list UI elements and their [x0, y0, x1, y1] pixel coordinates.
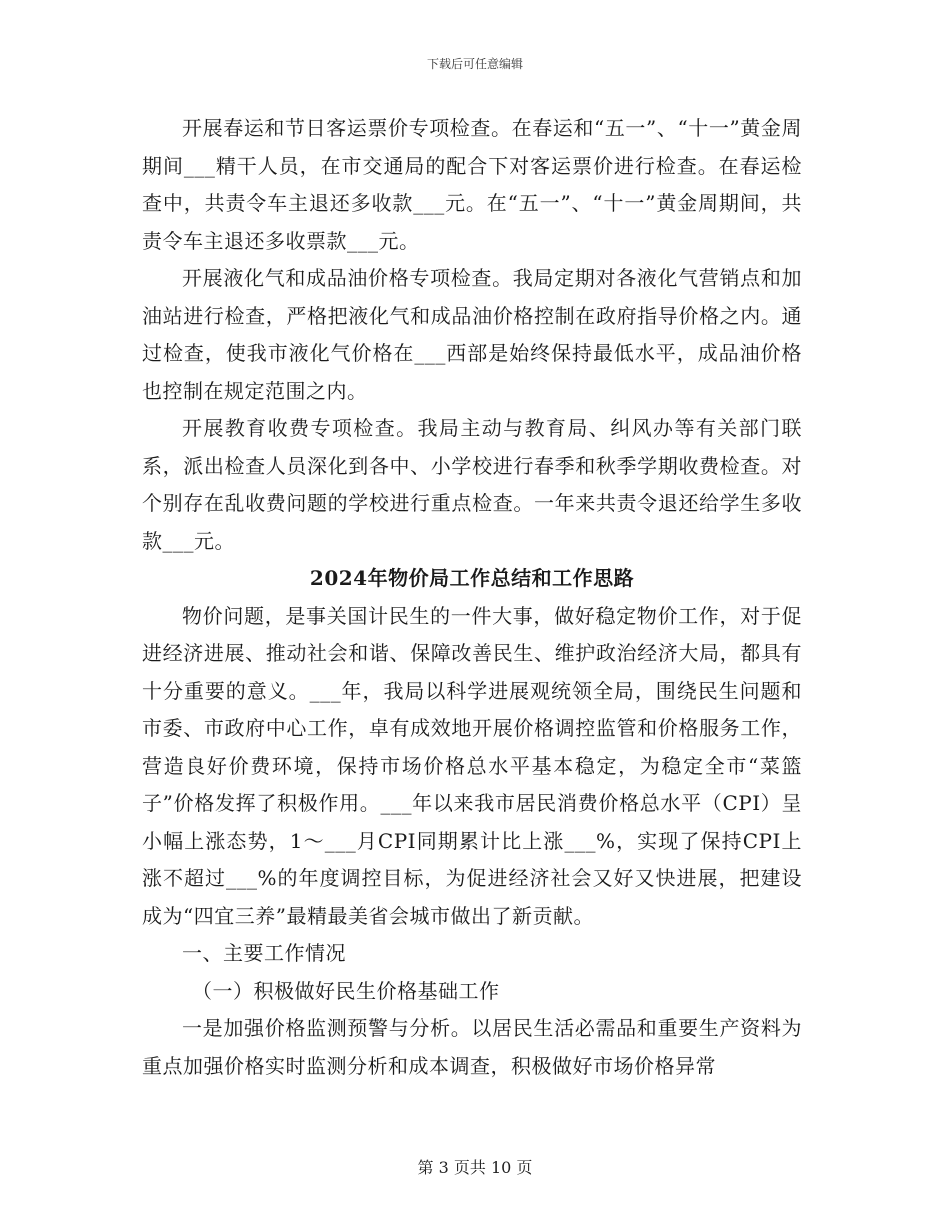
document-body [142, 110, 802, 1085]
paragraph-holiday-fare-inspection: 开展春运和节日客运票价专项检查。在春运和“五一”、“十一”黄金周期间___精干人员，在市交通局的配合下对客运票价进行检查。在春运检查中，共责令车主退还多收款___元。在“五一”、“十一”黄金周期间，共责令车主退还多收票款___元。 [142, 116, 802, 253]
page-footer: 第 3 页共 10 页 [417, 1158, 533, 1177]
subheading-livelihood-price: （一）积极做好民生价格基础工作 [192, 978, 500, 1003]
paragraph-intro: 物价问题，是事关国计民生的一件大事，做好稳定物价工作，对于促进经济进展、推动社会和谐、保障改善民生、维护政治经济大局，都具有十分重要的意义。___年，我局以科学进展观统领全局，围绕民生问题和市委、市政府中心工作，卓有成效地开展价格调控监管和价格服务工作，营造良好价费环境，保持市场价格总水平基本稳定，为稳定全市“菜篮子”价格发挥了积极作用。___年以来我市居民消费价格总水平（CPI）呈小幅上涨态势，1～___月CPI同期累计比上涨___%，实现了保持CPI上涨不超过___%的年度调控目标，为促进经济社会又好又快进展，把建设成为“四宜三养”最精最美省会城市做出了新贡献。 [142, 603, 802, 928]
paragraph-price-monitoring: 一是加强价格监测预警与分析。以居民生活必需品和重要生产资料为重点加强价格实时监测分析和成本调查，积极做好市场价格异常 [142, 1016, 802, 1078]
page-header: 下载后可任意编辑 [426, 57, 523, 71]
heading-main-work: 一、主要工作情况 [182, 941, 346, 965]
paragraph-education-fee-inspection: 开展教育收费专项检查。我局主动与教育局、纠风办等有关部门联系，派出检查人员深化到各中、小学校进行春季和秋季学期收费检查。对个别存在乱收费问题的学校进行重点检查。一年来共责令退还给学生多收款___元。 [142, 416, 802, 553]
section-title: 2024年物价局工作总结和工作思路 [309, 566, 635, 590]
paragraph-gas-oil-inspection: 开展液化气和成品油价格专项检查。我局定期对各液化气营销点和加油站进行检查，严格把液化气和成品油价格控制在政府指导价格之内。通过检查，使我市液化气价格在___西部是始终保持最低水平，成品油价格也控制在规定范围之内。 [142, 266, 802, 403]
